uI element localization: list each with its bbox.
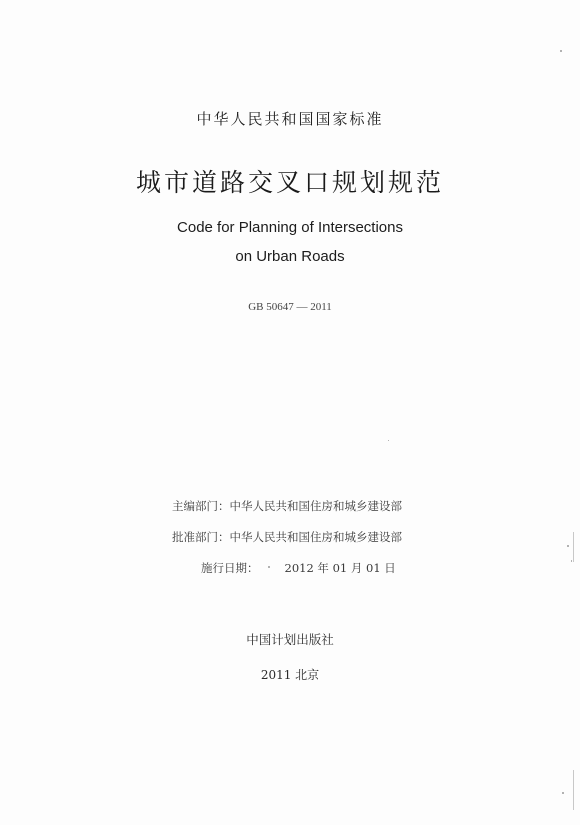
standard-number: GB 50647 — 2011	[248, 301, 332, 313]
standard-type-heading: 中华人民共和国国家标准	[196, 110, 384, 128]
title-english-line-2: on Urban Roads	[235, 248, 345, 265]
publication-year-place: 2011 北京	[260, 668, 320, 682]
title-english-line-1: Code for Planning of Intersections	[177, 219, 403, 236]
approving-department-line: 批准部门：中华人民共和国住房和城乡建设部	[172, 530, 402, 544]
scan-edge-mark	[573, 532, 574, 562]
scan-speck	[571, 560, 572, 562]
scan-speck	[562, 792, 564, 794]
implementation-date-value: 2012 年 01 月 01 日	[284, 561, 396, 575]
scan-edge-mark	[573, 770, 574, 810]
implementation-date-line	[201, 560, 396, 576]
title-chinese: 城市道路交叉口规划规范	[135, 168, 444, 197]
publisher-name: 中国计划出版社	[246, 632, 334, 647]
scan-speck	[388, 440, 389, 441]
scan-speck	[567, 545, 569, 547]
implementation-date-label: 施行日期：	[201, 561, 259, 575]
chief-editor-line: 主编部门：中华人民共和国住房和城乡建设部	[172, 499, 402, 513]
scan-speck	[268, 566, 270, 568]
scan-speck	[560, 50, 562, 52]
